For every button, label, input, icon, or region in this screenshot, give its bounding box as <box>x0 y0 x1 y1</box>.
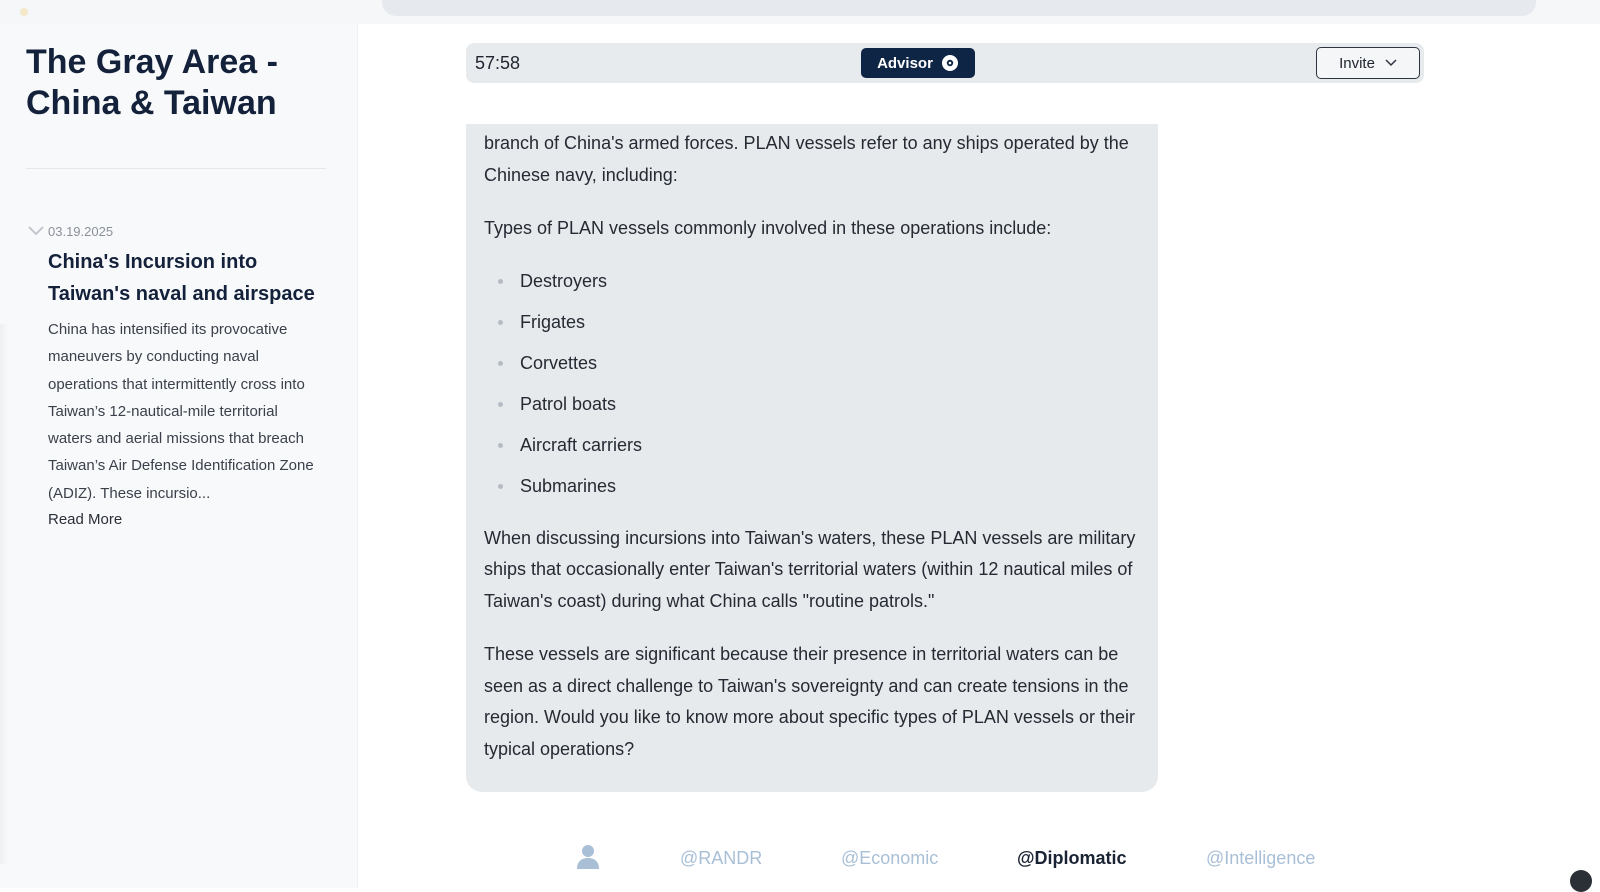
list-item <box>484 388 1140 429</box>
vessel-name: Corvettes <box>520 352 598 373</box>
vessel-name: Submarines <box>520 475 617 496</box>
agent-tabs <box>570 842 1330 878</box>
bullet-icon <box>498 361 503 366</box>
sidebar-divider <box>26 168 326 169</box>
top-pill-bar <box>382 0 1536 16</box>
entry-date-row[interactable] <box>26 222 326 240</box>
entry-heading: China's Incursion into Taiwan's naval and airspace <box>48 251 315 305</box>
session-timer: 57:58 <box>475 53 521 73</box>
invite-label: Invite <box>1339 54 1375 72</box>
help-icon[interactable] <box>1570 870 1592 892</box>
advisor-button[interactable] <box>861 48 975 78</box>
message-types-intro: Types of PLAN vessels commonly involved in these operations include: <box>484 218 1052 238</box>
vessel-name: Aircraft carriers <box>520 434 643 455</box>
message-intro: branch of China's armed forces. PLAN vessels refer to any ships operated by the Chinese navy, including: <box>484 133 1129 185</box>
tab-intelligence[interactable]: @Intelligence <box>1206 848 1316 868</box>
tab-economic[interactable]: @Economic <box>841 848 939 868</box>
vessel-name: Destroyers <box>520 270 608 291</box>
advisor-label: Advisor <box>877 54 933 72</box>
message-significance: These vessels are significant because their presence in territorial waters can be seen as a direct challenge to Taiwan's sovereignty and can create tensions in the region. Would you like to know more about specific types of PLAN vessels or their typical operations? <box>484 644 1135 759</box>
window-dot <box>20 8 28 16</box>
read-more-link[interactable]: Read More <box>48 511 123 529</box>
message-incursions: When discussing incursions into Taiwan's waters, these PLAN vessels are military ships that occasionally enter Taiwan's territorial waters (within 12 nautical miles of Taiwan's coast) during what China calls "routine patrols." <box>484 527 1136 611</box>
vessel-name: Frigates <box>520 311 586 332</box>
list-item <box>484 429 1140 470</box>
session-header <box>466 43 1424 83</box>
bullet-icon <box>498 443 503 448</box>
list-item <box>484 306 1140 347</box>
list-item <box>484 347 1140 388</box>
invite-button[interactable] <box>1316 47 1420 79</box>
eye-icon <box>941 54 959 72</box>
list-item <box>484 265 1140 306</box>
vessel-name: Patrol boats <box>520 393 617 414</box>
tab-diplomatic[interactable]: @Diplomatic <box>1017 848 1127 868</box>
bullet-icon <box>498 279 503 284</box>
chevron-down-icon <box>1385 59 1397 67</box>
bullet-icon <box>498 484 503 489</box>
entry-body: China has intensified its provocative maneuvers by conducting naval operations that intermittently cross into Taiwan’s 12-nautical-mile territorial waters and aerial missions that breach Taiwan’s Air Defense Identification Zone (ADIZ). These incursio... <box>48 321 314 502</box>
assistant-message <box>466 124 1158 792</box>
top-strip <box>0 0 1600 24</box>
entry-date: 03.19.2025 <box>48 223 114 239</box>
sidebar <box>0 24 358 888</box>
bullet-icon <box>498 320 503 325</box>
news-entry <box>26 222 326 529</box>
sidebar-shade <box>0 324 8 864</box>
tab-randr[interactable]: @RANDR <box>680 848 763 868</box>
page-title: The Gray Area - China & Taiwan <box>26 43 278 122</box>
user-icon[interactable] <box>576 844 600 870</box>
vessel-list <box>484 265 1140 511</box>
chevron-down-icon[interactable] <box>26 224 46 238</box>
list-item <box>484 470 1140 511</box>
bullet-icon <box>498 402 503 407</box>
